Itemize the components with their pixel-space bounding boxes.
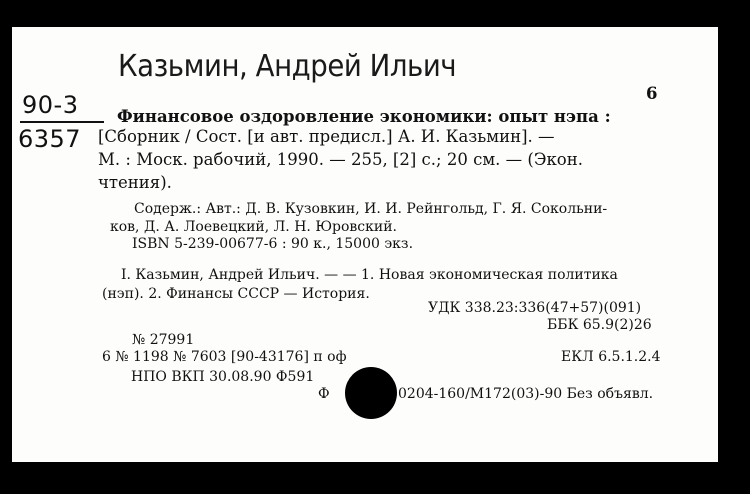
handwritten-author: Казьмин, Андрей Ильич [118, 49, 457, 84]
hole-punch [345, 367, 397, 419]
npo-line: НПО ВКП 30.08.90 Ф591 [131, 369, 315, 385]
contents-line-2: ков, Д. А. Лоевецкий, Л. Н. Юровский. [110, 219, 397, 235]
subjects-line-2: (нэп). 2. Финансы СССР — История. [102, 286, 370, 302]
card-title: Финансовое оздоровление экономики: опыт нэпа : [117, 107, 611, 126]
udk-code: УДК 338.23:336(47+57)(091) [428, 300, 642, 316]
card-line-compiler: [Сборник / Сост. [и авт. предисл.] А. И. Казьмин]. — [98, 127, 555, 146]
subjects-line-1: I. Казьмин, Андрей Ильич. — — 1. Новая экономическая политика [121, 267, 618, 283]
shelf-mark-underline [20, 121, 104, 123]
price-prefix: Ф [318, 386, 330, 402]
shelf-mark-top: 90-3 [22, 91, 79, 119]
price-code-line: 0204-160/М172(03)-90 Без объявл. [398, 386, 654, 402]
order-line: 6 № 1198 № 7603 [90-43176] п оф [102, 349, 347, 365]
shelf-mark-bottom: 6357 [18, 125, 82, 153]
bbk-code: ББК 65.9(2)26 [547, 317, 652, 333]
card-line-series: чтения). [98, 173, 172, 192]
ekl-code: ЕКЛ 6.5.1.2.4 [561, 349, 661, 365]
card-line-imprint: М. : Моск. рабочий, 1990. — 255, [2] с.; 20 см. — (Экон. [98, 150, 583, 169]
record-number: № 27991 [132, 332, 195, 348]
contents-line-1: Содерж.: Авт.: Д. В. Кузовкин, И. И. Рейнгольд, Г. Я. Сокольни- [134, 201, 608, 217]
isbn-line: ISBN 5-239-00677-6 : 90 к., 15000 экз. [132, 236, 414, 252]
page-number: 6 [646, 84, 658, 103]
